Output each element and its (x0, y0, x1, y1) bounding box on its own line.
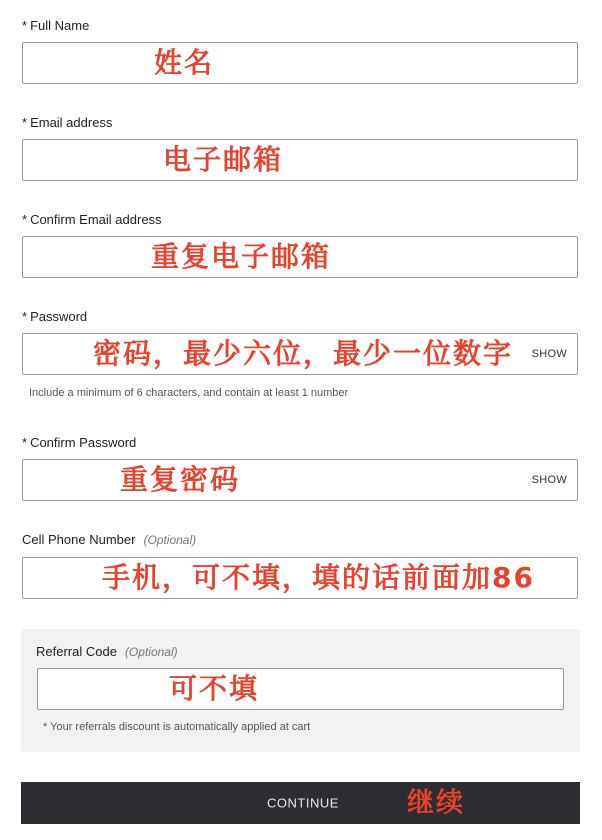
confirm-password-input[interactable] (23, 460, 577, 500)
referral-input[interactable] (38, 669, 563, 709)
phone-label (22, 532, 196, 548)
referral-hint: * Your referrals discount is automatically applied at cart (43, 721, 311, 733)
referral-section (21, 629, 580, 752)
confirm-password-field[interactable] (22, 459, 578, 501)
continue-button-label: CONTINUE (267, 795, 339, 811)
full-name-input[interactable] (23, 43, 577, 83)
password-field[interactable] (22, 333, 578, 375)
continue-button[interactable] (21, 782, 580, 824)
confirm-password-show-toggle[interactable]: SHOW (531, 474, 567, 486)
confirm-email-input[interactable] (23, 237, 577, 277)
email-input[interactable] (23, 140, 577, 180)
referral-field[interactable] (37, 668, 564, 710)
required-marker: * (22, 18, 28, 33)
confirm-email-field[interactable] (22, 236, 578, 278)
phone-label-text: Cell Phone Number (22, 532, 136, 547)
full-name-annotation: 姓名 (154, 46, 215, 79)
email-field[interactable] (22, 139, 578, 181)
confirm-email-annotation: 重复电子邮箱 (151, 240, 332, 273)
full-name-field[interactable] (22, 42, 578, 84)
password-annotation: 密码，最少六位，最少一位数字 (93, 337, 514, 370)
full-name-label (22, 18, 89, 34)
password-hint: Include a minimum of 6 characters, and contain at least 1 number (29, 387, 349, 399)
phone-input[interactable] (23, 558, 577, 598)
confirm-password-annotation: 重复密码 (120, 463, 241, 496)
email-label-text: Email address (30, 115, 113, 130)
required-marker: * (22, 309, 28, 324)
password-input[interactable] (23, 334, 577, 374)
password-show-toggle[interactable]: SHOW (531, 348, 567, 360)
full-name-label-text: Full Name (30, 18, 90, 33)
phone-optional-tag: (Optional) (143, 533, 197, 547)
phone-field[interactable] (22, 557, 578, 599)
email-annotation: 电子邮箱 (163, 143, 284, 176)
confirm-email-label (22, 212, 162, 228)
confirm-email-label-text: Confirm Email address (30, 212, 162, 227)
password-label-text: Password (30, 309, 88, 324)
phone-annotation: 手机，可不填，填的话前面加86 (102, 561, 535, 594)
password-label (22, 309, 87, 325)
confirm-password-label (22, 435, 136, 451)
required-marker: * (22, 212, 28, 227)
continue-annotation: 继续 (407, 787, 465, 819)
required-marker: * (22, 115, 28, 130)
referral-optional-tag: (Optional) (124, 645, 178, 659)
required-marker: * (22, 435, 28, 450)
referral-label (36, 644, 178, 660)
email-label (22, 115, 112, 131)
confirm-password-label-text: Confirm Password (30, 435, 137, 450)
referral-label-text: Referral Code (36, 644, 117, 659)
referral-annotation: 可不填 (169, 672, 260, 705)
